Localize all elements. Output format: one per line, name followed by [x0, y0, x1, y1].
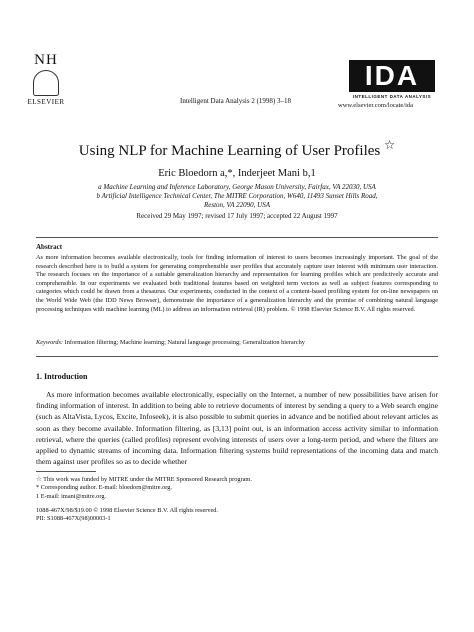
publisher-mark: NH	[34, 52, 58, 68]
introduction-text: As more information becomes available electronically, especially on the Internet, a number of new possibilities have arisen for finding information of interest. In addition to being able to retrieve documents of interest by sending a query to a Web search engine (such as AltaVista, Lycos, Excite, Infoseek), it is also possible to submit queries in advance and be notified about relevant articles as soon as they become available. Information filtering, as [3,13] point out, is an information access activity similar to information retrieval, where the queries (called profiles) represent evolving interests of users over a long-term period, and where the filters are applied to dynamic streams of incoming data. Information filtering systems build representations of the incoming data and match them against user profiles so as to decide whether	[36, 390, 438, 467]
publisher-name: ELSEVIER	[27, 98, 65, 106]
received-dates: Received 29 May 1997; revised 17 July 1997; accepted 22 August 1997	[136, 212, 338, 220]
abstract-heading: Abstract	[36, 243, 63, 251]
affiliation-b-cont: Reston, VA 22090, USA	[203, 201, 271, 209]
section-heading: 1. Introduction	[36, 372, 88, 381]
copyright-block	[36, 507, 438, 524]
copyright-line: 1088-467X/98/$19.00 © 1998 Elsevier Science B.V. All rights reserved.	[36, 507, 219, 514]
affiliation-b: b Artificial Intelligence Technical Center, The MITRE Corporation, W640, 11493 Sunset Hills Road,	[96, 192, 378, 200]
footnote-funding: ☆ This work was funded by MITRE under the MITRE Sponsored Research program.	[36, 476, 252, 483]
title-footnote-mark: ☆	[384, 138, 396, 152]
ida-logo-subtitle: INTELLIGENT DATA ANALYSIS	[352, 94, 432, 99]
keywords-label: Keywords:	[36, 339, 64, 346]
authors: Eric Bloedorn a,*, Inderjeet Mani b,1	[158, 168, 316, 179]
pii-line: PII: S1088-467X(98)00003-1	[36, 515, 111, 523]
article-title	[0, 137, 474, 160]
abstract-text: As more information becomes available electronically, tools for finding information of interest to users becomes increasingly important. The goal of the research described here is to build a system for generating comprehensible user profiles that accurately capture user interest with minimum user interaction. The research focuses on the importance of a suitable generalization hierarchy and representation for learning profiles which are predictively accurate and comprehensible. In our experiments we evaluated both traditional features based on weighted term vectors as well as subject features corresponding to categories which could be drawn from a thesaurus. Our experiments, conducted in the context of a content-based profiling system for on-line newspapers on the World Wide Web (the IDD News Browser), demonstrate the importance of a generalization hierarchy and the promise of combining natural language processing techniques with machine learning (ML) to address an information retrieval (IR) problem. © 1998 Elsevier Science B.V. All rights reserved.	[36, 254, 438, 313]
keywords	[36, 339, 438, 346]
title-text: Using NLP for Machine Learning of User Profiles	[78, 143, 381, 159]
divider-top	[36, 237, 438, 238]
elsevier-tree-icon	[33, 70, 59, 96]
footnotes	[36, 476, 438, 501]
journal-url[interactable]: www.elsevier.com/locate/ida	[338, 102, 414, 109]
publisher-logo	[26, 52, 66, 106]
divider-bottom	[36, 356, 438, 357]
footnote-corresponding: * Corresponding author. E-mail: bloedorn@mitre.org.	[36, 484, 172, 492]
journal-citation: Intelligent Data Analysis 2 (1998) 3–18	[180, 97, 292, 105]
keywords-list: Information filtering; Machine learning; Natural language processing; Generalization hierarchy	[64, 339, 305, 346]
ida-logo: IDA	[349, 60, 435, 92]
footnote-email: 1 E-mail: imani@mitre.org.	[36, 492, 107, 500]
footnote-divider	[36, 471, 96, 472]
affiliation-a: a Machine Learning and Inference Laboratory, George Mason University, Fairfax, VA 22030, USA	[98, 183, 376, 191]
